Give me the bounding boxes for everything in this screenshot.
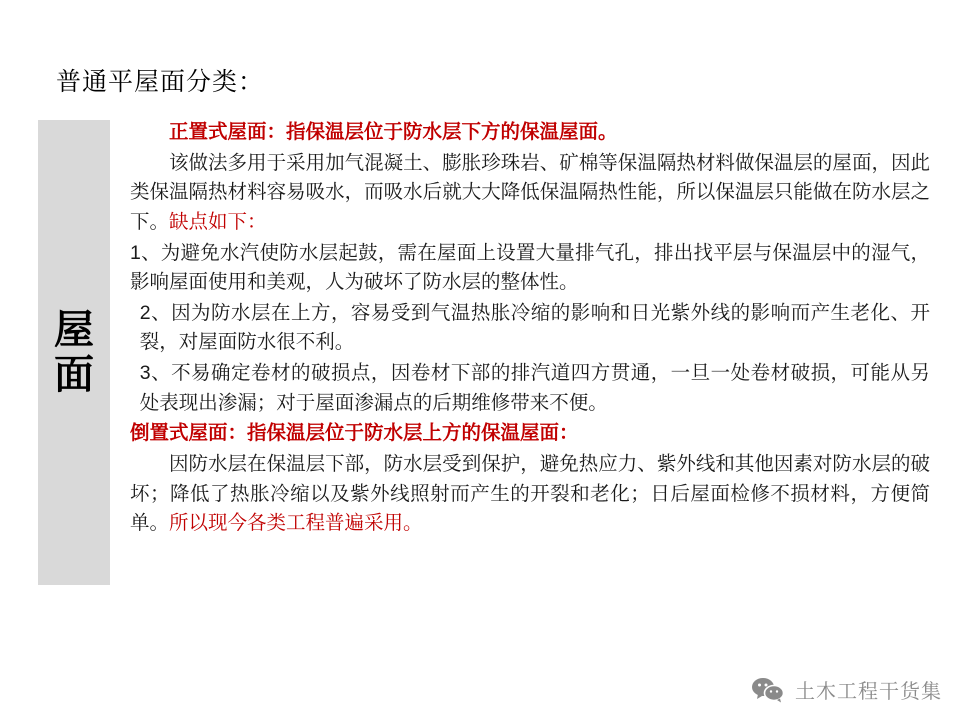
footer-text: 土木工程干货集 <box>795 681 942 703</box>
paragraph-inverted-body <box>130 450 930 539</box>
side-label <box>38 120 110 585</box>
paragraph-point-1: 1、为避免水汽使防水层起鼓，需在屋面上设置大量排气孔，排出找平层与保温层中的湿气，影响屋面使用和美观，人为破坏了防水层的整体性。 <box>130 241 930 294</box>
wechat-icon <box>751 676 785 704</box>
paragraph-point-2: 2、因为防水层在上方，容易受到气温热胀冷缩的影响和日光紫外线的影响而产生老化、开裂，对屋面防水很不利。 <box>139 301 930 354</box>
paragraph-inverted-body-text: 因防水层在保温层下部，防水层受到保护，避免热应力、紫外线和其他因素对防水层的破坏；降低了热胀冷缩以及紫外线照射而产生的开裂和老化；日后屋面检修不损材料，方便简单。 <box>130 452 930 535</box>
paragraph-upright-body-text: 该做法多用于采用加气混凝土、膨胀珍珠岩、矿棉等保温隔热材料做保温层的屋面，因此类保温隔热材料容易吸水，而吸水后就大大降低保温隔热性能，所以保温层只能做在防水层之下。 <box>130 151 930 233</box>
content-body <box>130 118 930 540</box>
heading-upright-roof: 正置式屋面：指保温层位于防水层下方的保温屋面。 <box>169 121 618 143</box>
page-title: 普通平屋面分类： <box>56 68 265 96</box>
paragraph-upright-body <box>130 149 930 238</box>
heading-inverted-roof: 倒置式屋面：指保温层位于防水层上方的保温屋面： <box>130 422 579 445</box>
footer-watermark <box>751 675 942 704</box>
paragraph-upright-body-tail: 缺点如下： <box>169 210 267 233</box>
side-label-char-1: 屋 <box>54 307 94 352</box>
paragraph-inverted-body-tail: 所以现今各类工程普遍采用。 <box>169 512 423 535</box>
side-label-char-2: 面 <box>54 352 94 397</box>
paragraph-point-3: 3、不易确定卷材的破损点，因卷材下部的排汽道四方贯通，一旦一处卷材破损，可能从另处表现出渗漏；对于屋面渗漏点的后期维修带来不便。 <box>139 362 930 414</box>
